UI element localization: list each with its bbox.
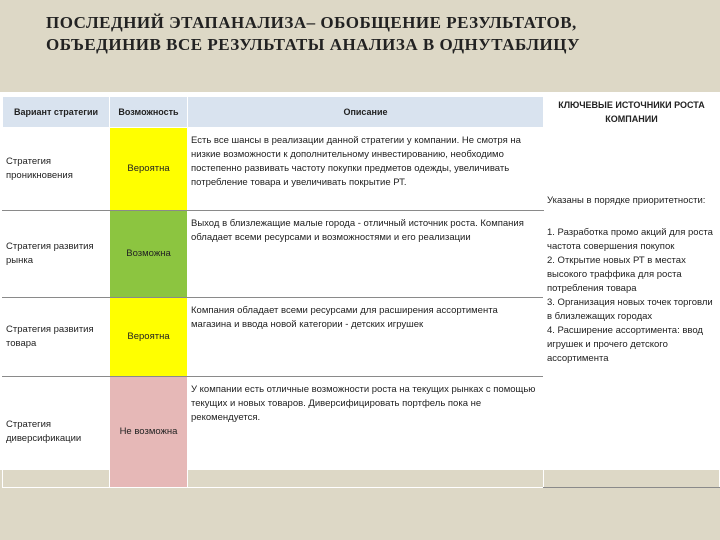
- possibility-cell: Вероятна: [110, 298, 188, 377]
- sources-note: Указаны в порядке приоритетности:: [547, 195, 706, 206]
- strategy-cell: Стратегия развития рынка: [3, 211, 110, 298]
- title-line-1: ПОСЛЕДНИЙ ЭТАПАНАЛИЗА– ОБОБЩЕНИЕ РЕЗУЛЬТАТОВ,: [46, 13, 577, 32]
- header-sources: КЛЮЧЕВЫЕ ИСТОЧНИКИ РОСТА КОМПАНИИ: [544, 97, 720, 128]
- strategy-cell: Стратегия развития товара: [3, 298, 110, 377]
- title-line-2: ОБЪЕДИНИВ ВСЕ РЕЗУЛЬТАТЫ АНАЛИЗА В ОДНУТАБЛИЦУ: [46, 35, 580, 54]
- header-description: Описание: [188, 97, 544, 128]
- header-possibility: Возможность: [110, 97, 188, 128]
- source-item-1: 1. Разработка промо акций для роста частота совершения покупок: [547, 227, 713, 252]
- possibility-cell: Вероятна: [110, 128, 188, 211]
- strategy-cell: Стратегия диверсификации: [3, 377, 110, 488]
- description-cell: Компания обладает всеми ресурсами для расширения ассортимента магазина и ввода новой категории - детских игрушек: [188, 298, 544, 377]
- possibility-cell: Не возможна: [110, 377, 188, 488]
- sources-cell: [544, 128, 720, 488]
- possibility-cell: Возможна: [110, 211, 188, 298]
- source-item-3: 3. Организация новых точек торговли в близлежащих городах: [547, 297, 713, 322]
- results-table: [2, 96, 720, 488]
- description-cell: Выход в близлежащие малые города - отличный источник роста. Компания обладает всеми ресурсами и возможностями и его реализации: [188, 211, 544, 298]
- table-row: [3, 128, 720, 211]
- source-item-2: 2. Открытие новых РТ в местах высокого траффика для роста потребления товара: [547, 255, 686, 294]
- header-strategy: Вариант стратегии: [3, 97, 110, 128]
- strategy-cell: Стратегия проникновения: [3, 128, 110, 211]
- source-item-4: 4. Расширение ассортимента: ввод игрушек и прочего детского ассортимента: [547, 325, 703, 364]
- description-cell: У компании есть отличные возможности роста на текущих рынках с помощью текущих и новых товаров. Диверсифицировать портфель пока не рекомендуется.: [188, 377, 544, 488]
- slide-content: [0, 92, 720, 470]
- slide-title: [46, 12, 706, 56]
- description-cell: Есть все шансы в реализации данной стратегии у компании. Не смотря на низкие возможности к дополнительному инвестированию, необходимо постепенно развивать частоту покупки предметов одежды, увеличивать потребление товара и увеличивать покрытие РТ.: [188, 128, 544, 211]
